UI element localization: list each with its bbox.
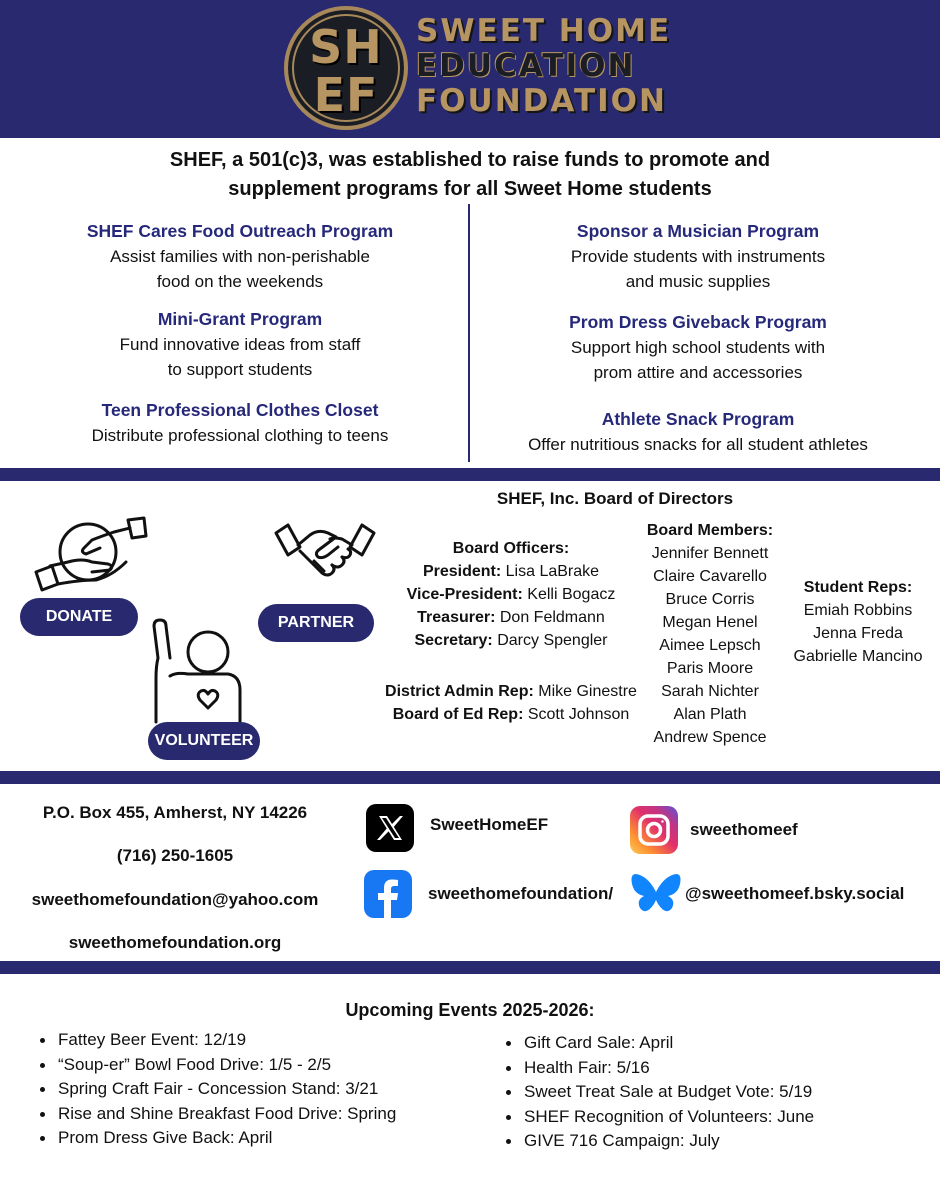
board-member: Alan Plath <box>673 706 747 723</box>
officers-heading: Board Officers: <box>452 540 570 557</box>
program-desc: prom attire and accessories <box>593 363 803 382</box>
mission-line-1: SHEF, a 501(c)3, was established to raise funds to promote and <box>169 149 771 171</box>
instagram-icon[interactable] <box>630 806 678 854</box>
section-divider-band <box>0 468 940 481</box>
board-member: Megan Henel <box>662 614 758 631</box>
admin-rep-role: District Admin Rep: <box>385 683 534 700</box>
x-handle[interactable]: SweetHomeEF <box>430 815 549 834</box>
website-link[interactable]: sweethomefoundation.org <box>68 933 282 952</box>
program-clothes-closet <box>20 397 460 448</box>
facebook-icon[interactable] <box>364 870 412 918</box>
bluesky-handle[interactable]: @sweethomeef.bsky.social <box>685 884 905 903</box>
board-member: Andrew Spence <box>653 729 767 746</box>
program-desc: Fund innovative ideas from staff <box>119 335 361 354</box>
student-reps-list <box>778 599 938 668</box>
shef-logo-seal <box>284 6 408 130</box>
event-item: Rise and Shine Breakfast Food Drive: Spring <box>36 1102 396 1127</box>
officer-role: Vice-President: <box>406 586 523 603</box>
officer-row <box>380 560 642 583</box>
board-member: Aimee Lepsch <box>659 637 761 654</box>
header-banner <box>0 0 940 138</box>
section-divider-band <box>0 771 940 784</box>
program-column-divider <box>468 204 470 462</box>
program-title: Teen Professional Clothes Closet <box>101 400 379 420</box>
officer-row <box>380 606 642 629</box>
board-title: SHEF, Inc. Board of Directors <box>496 489 734 508</box>
program-title: SHEF Cares Food Outreach Program <box>86 221 394 241</box>
admin-rep-row <box>380 703 642 726</box>
student-rep: Gabrielle Mancino <box>793 648 923 665</box>
program-desc: Distribute professional clothing to teens <box>91 426 389 445</box>
program-food-outreach <box>20 218 460 294</box>
program-desc: Support high school students with <box>570 338 826 357</box>
phone-number[interactable]: (716) 250-1605 <box>116 846 234 865</box>
events-list-left <box>36 1028 396 1151</box>
program-desc: to support students <box>167 360 313 379</box>
board-member: Jennifer Bennett <box>651 545 769 562</box>
events-title: Upcoming Events 2025-2026: <box>345 1000 595 1020</box>
officer-row <box>380 629 642 652</box>
event-item: SHEF Recognition of Volunteers: June <box>502 1105 814 1130</box>
officer-name: Darcy Spengler <box>497 632 608 649</box>
board-officers <box>380 537 642 652</box>
email-link[interactable]: sweethomefoundation@yahoo.com <box>31 890 319 909</box>
program-mini-grant <box>20 306 460 382</box>
mission-statement <box>0 146 940 204</box>
program-desc: Offer nutritious snacks for all student athletes <box>528 435 868 454</box>
admin-rep-name: Scott Johnson <box>527 706 630 723</box>
event-item: Sweet Treat Sale at Budget Vote: 5/19 <box>502 1080 814 1105</box>
events-list-right <box>502 1031 814 1154</box>
program-desc: Provide students with instruments <box>570 247 826 266</box>
program-title: Prom Dress Giveback Program <box>569 312 827 332</box>
officer-role: President: <box>422 563 502 580</box>
facebook-handle[interactable]: sweethomefoundation/ <box>428 884 614 903</box>
event-item: Gift Card Sale: April <box>502 1031 814 1056</box>
event-item: GIVE 716 Campaign: July <box>502 1129 814 1154</box>
program-athlete-snack <box>478 406 918 457</box>
logo-text-line-3: FOUNDATION <box>416 83 667 119</box>
partner-button[interactable]: PARTNER <box>258 604 374 642</box>
board-member: Claire Cavarello <box>653 568 767 585</box>
x-icon[interactable] <box>366 804 414 852</box>
program-desc: Assist families with non-perishable <box>110 247 370 266</box>
program-title: Athlete Snack Program <box>601 409 795 429</box>
event-item: Prom Dress Give Back: April <box>36 1126 396 1151</box>
handshake-icon <box>272 515 378 585</box>
board-member: Sarah Nichter <box>661 683 759 700</box>
section-divider-band <box>0 961 940 974</box>
admin-rep-row <box>380 680 642 703</box>
admin-rep-name: Mike Ginestre <box>538 683 637 700</box>
board-member: Paris Moore <box>666 660 754 677</box>
student-reps-heading: Student Reps: <box>803 579 913 596</box>
program-prom-dress <box>478 309 918 385</box>
logo-monogram-top: SH <box>309 20 383 74</box>
donate-button[interactable]: DONATE <box>20 598 138 636</box>
board-members-heading: Board Members: <box>646 522 774 539</box>
student-rep: Emiah Robbins <box>803 602 913 619</box>
volunteer-button[interactable]: VOLUNTEER <box>148 722 260 760</box>
officer-name: Don Feldmann <box>499 609 605 626</box>
logo-text-line-1: SWEET HOME <box>416 13 672 49</box>
volunteer-raised-hand-icon <box>148 618 248 726</box>
program-desc: and music supplies <box>625 272 771 291</box>
officer-role: Secretary: <box>414 632 493 649</box>
board-members-list <box>640 542 780 749</box>
event-item: Fattey Beer Event: 12/19 <box>36 1028 396 1053</box>
program-title: Mini-Grant Program <box>157 309 323 329</box>
program-desc: food on the weekends <box>156 272 324 291</box>
board-member: Bruce Corris <box>665 591 755 608</box>
event-item: Spring Craft Fair - Concession Stand: 3/21 <box>36 1077 396 1102</box>
program-sponsor-musician <box>478 218 918 294</box>
logo-text-line-2: EDUCATION <box>416 48 636 84</box>
mailing-address: P.O. Box 455, Amherst, NY 14226 <box>42 803 308 822</box>
program-title: Sponsor a Musician Program <box>576 221 820 241</box>
mission-line-2: supplement programs for all Sweet Home students <box>228 178 712 200</box>
board-admin-reps <box>380 680 642 726</box>
student-rep: Jenna Freda <box>813 625 903 642</box>
officer-row <box>380 583 642 606</box>
officer-role: Treasurer: <box>417 609 496 626</box>
officer-name: Lisa LaBrake <box>505 563 600 580</box>
admin-rep-role: Board of Ed Rep: <box>392 706 524 723</box>
donate-hands-icon <box>30 510 150 595</box>
event-item: Health Fair: 5/16 <box>502 1056 814 1081</box>
officer-name: Kelli Bogacz <box>527 586 616 603</box>
bluesky-butterfly-icon[interactable] <box>630 870 678 918</box>
instagram-handle[interactable]: sweethomeef <box>690 820 798 839</box>
event-item: “Soup-er” Bowl Food Drive: 1/5 - 2/5 <box>36 1053 396 1078</box>
logo-monogram-bottom: EF <box>313 68 379 122</box>
